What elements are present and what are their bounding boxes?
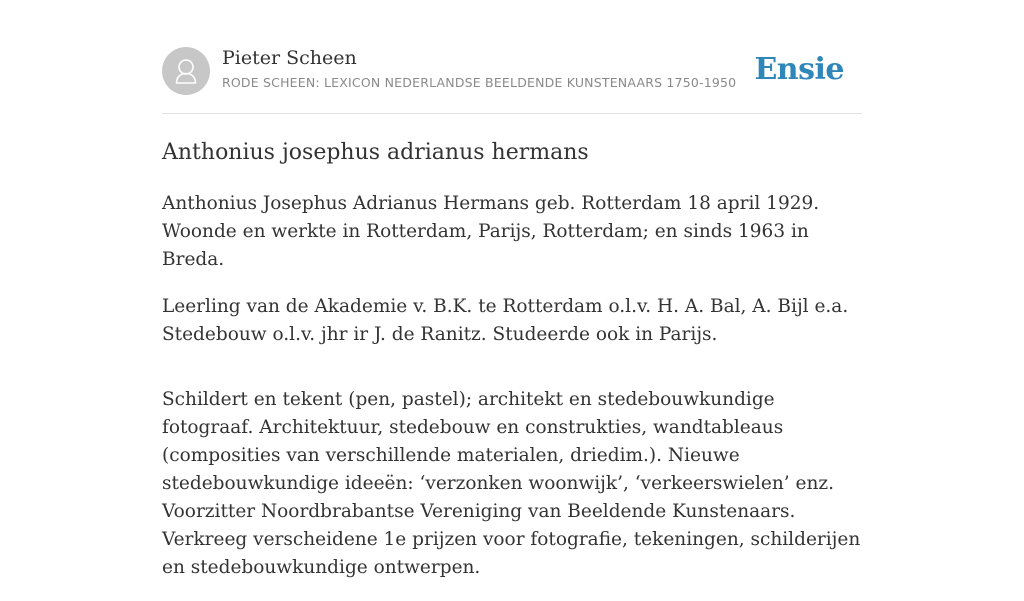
article-title: Anthonius josephus adrianus hermans bbox=[162, 140, 589, 165]
author-name[interactable]: Pieter Scheen bbox=[222, 47, 357, 69]
header-divider bbox=[162, 113, 862, 114]
author-avatar[interactable] bbox=[162, 47, 210, 95]
article-header bbox=[162, 47, 862, 97]
article-paragraph: Leerling van de Akademie v. B.K. te Rotterdam o.l.v. H. A. Bal, A. Bijl e.a. Stedebouw o.l.v. jhr ir J. de Ranitz. Studeerde ook in Parijs. bbox=[162, 296, 849, 345]
article-paragraph: Schildert en tekent (pen, pastel); architekt en stedebouwkundige fotograaf. Architektuur, stedebouw en construkties, wandtableaus (composities van verschillende materialen, driedim.). Nieuwe stedebouwkundige ideeën: ‘verzonken woonwijk’, ‘verkeerswielen’ enz. Voorzitter Noordbrabantse Vereniging van Beeldende Kunstenaars. Verkreeg verscheidene 1e prijzen voor fotografie, tekeningen, schilderijen en stedebouwkundige ontwerpen. bbox=[162, 389, 861, 578]
user-icon bbox=[162, 47, 210, 95]
source-label[interactable]: RODE SCHEEN: LEXICON NEDERLANDSE BEELDENDE KUNSTENAARS 1750-1950 bbox=[222, 75, 737, 90]
article-paragraph: Anthonius Josephus Adrianus Hermans geb. Rotterdam 18 april 1929. Woonde en werkte in Rotterdam, Parijs, Rotterdam; en sinds 1963 in Breda. bbox=[162, 193, 820, 270]
ensie-logo[interactable]: Ensie bbox=[754, 52, 844, 87]
article-body bbox=[162, 190, 867, 601]
